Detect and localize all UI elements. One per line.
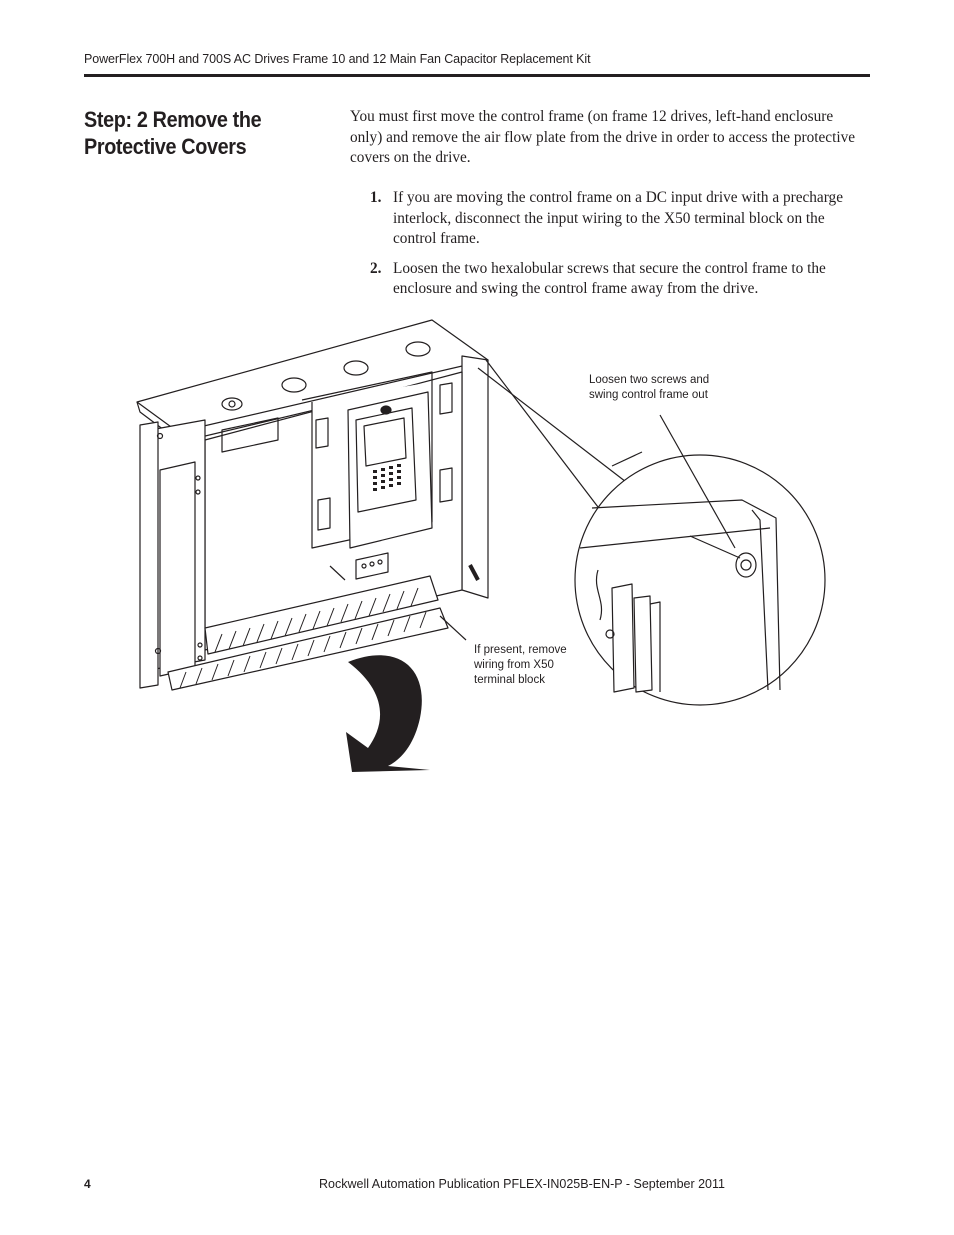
step-number: 2. — [370, 259, 382, 277]
step-text: If you are moving the control frame on a DC input drive with a precharge interlock, disconnect the input wiring to the X50 terminal block on the control frame. — [393, 189, 843, 247]
control-frame-illustration — [130, 318, 870, 780]
step-title: Step: 2 Remove the Protective Covers — [84, 107, 262, 159]
running-header: PowerFlex 700H and 700S AC Drives Frame 10 and 12 Main Fan Capacitor Replacement Kit — [84, 52, 591, 66]
callout-x50-wiring: If present, remove wiring from X50 terminal block — [474, 644, 567, 686]
step-number: 1. — [370, 189, 382, 206]
step-list — [350, 188, 870, 309]
footer-publication: Rockwell Automation Publication PFLEX-IN025B-EN-P - September 2011 — [319, 1177, 725, 1191]
step-item — [350, 259, 870, 300]
callout-loosen-screws: Loosen two screws and swing control frame out — [589, 374, 710, 401]
header-rule — [84, 74, 870, 77]
step-item — [350, 188, 870, 250]
page-number: 4 — [84, 1177, 91, 1191]
intro-paragraph: You must first move the control frame (on frame 12 drives, left-hand enclosure only) and remove the air flow plate from the drive in order to access the protective covers on the drive. — [350, 108, 856, 166]
step-text: Loosen the two hexalobular screws that secure the control frame to the enclosure and swing the control frame away from the drive. — [393, 259, 826, 297]
